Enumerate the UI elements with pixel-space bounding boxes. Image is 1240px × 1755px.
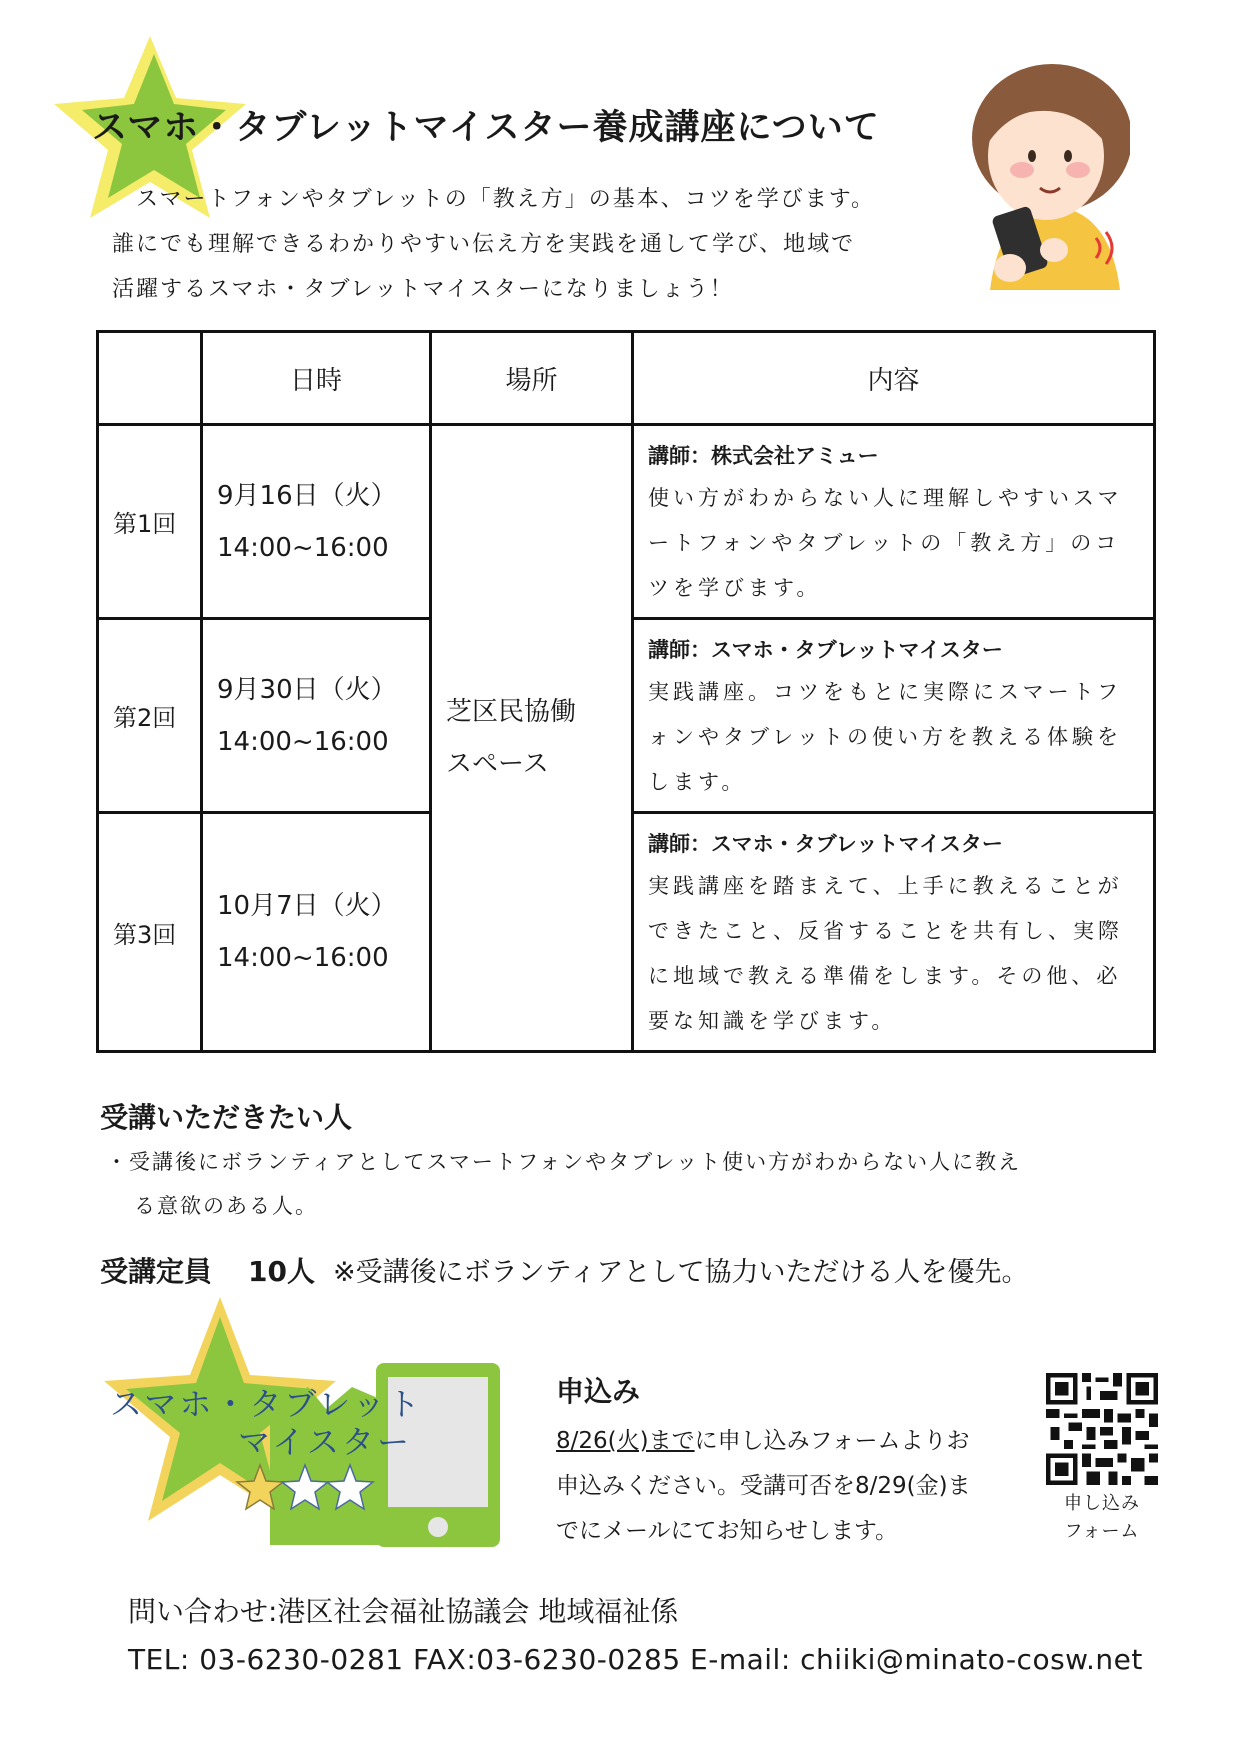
- logo-text-line-2: マイスター: [238, 1423, 413, 1461]
- header-cell-place: 場所: [431, 332, 633, 425]
- intro-line-1: スマートフォンやタブレットの「教え方」の基本、コツを学びます。: [112, 187, 875, 212]
- table-header-row: [98, 332, 1155, 425]
- round-cell: 第2回: [98, 619, 202, 813]
- apply-text-line-3: でにメールにてお知らせします。: [556, 1518, 899, 1544]
- contact-line-1: 問い合わせ:港区社会福祉協議会 地域福祉係: [128, 1595, 679, 1628]
- date-text: 9月16日（火）: [217, 480, 397, 511]
- date-text: 9月30日（火）: [217, 674, 397, 705]
- apply-deadline: 8/26(火)まで: [556, 1428, 695, 1454]
- datetime-cell: [202, 813, 431, 1052]
- round-cell: 第3回: [98, 813, 202, 1052]
- apply-text-line-1: [556, 1422, 969, 1455]
- apply-heading: 申込み: [556, 1375, 641, 1408]
- capacity-label: 受講定員: [100, 1255, 213, 1288]
- capacity-note: ※受講後にボランティアとして協力いただける人を優先。: [332, 1257, 1029, 1288]
- date-text: 10月7日（火）: [217, 891, 397, 921]
- place-line-1: 芝区民協働: [446, 697, 577, 727]
- time-text: 14:00~16:00: [217, 726, 389, 757]
- place-cell: [431, 425, 633, 1052]
- qr-caption: [1046, 1490, 1158, 1546]
- qr-caption-line-1: 申し込み: [1064, 1493, 1140, 1514]
- page-title: スマホ・タブレットマイスター養成講座について: [92, 108, 880, 148]
- content-cell: [633, 813, 1155, 1052]
- target-heading: 受講いただきたい人: [100, 1101, 353, 1134]
- woman-with-phone-illustration: [960, 60, 1130, 300]
- intro-line-2: 誰にでも理解できるわかりやすい伝え方を実践を通して学び、地域で: [112, 232, 856, 257]
- apply-text-line-2: 申込みください。受講可否を8/29(金)ま: [556, 1473, 971, 1499]
- content-cell: [633, 619, 1155, 813]
- datetime-cell: [202, 619, 431, 813]
- capacity-number: 10人: [248, 1255, 315, 1288]
- teacher-label: 講師：スマホ・タブレットマイスター: [648, 832, 1003, 856]
- target-text-line-1: ・受講後にボランティアとしてスマートフォンやタブレット使い方がわからない人に教え: [106, 1150, 1022, 1174]
- schedule-table: [96, 330, 1156, 1053]
- datetime-cell: [202, 425, 431, 619]
- apply-text-rest: に申し込みフォームよりお: [694, 1428, 970, 1454]
- content-cell: [633, 425, 1155, 619]
- intro-line-3: 活躍するスマホ・タブレットマイスターになりましょう！: [112, 277, 734, 302]
- teacher-label: 講師：株式会社アミュー: [648, 444, 879, 468]
- table-row: [98, 425, 1155, 619]
- qr-caption-line-2: フォーム: [1064, 1521, 1140, 1542]
- capacity-line: [100, 1250, 1028, 1290]
- place-line-2: スペース: [446, 749, 549, 779]
- content-description: 実践講座。コツをもとに実際にスマートフォンやタブレットの使い方を教える体験をします。: [648, 680, 1122, 794]
- smartphone-meister-logo: [80, 1295, 520, 1555]
- header-cell-round: [98, 332, 202, 425]
- content-description: 実践講座を踏まえて、上手に教えることができたこと、反省することを共有し、実際に地域で教える準備をします。その他、必要な知識を学びます。: [648, 874, 1123, 1033]
- qr-code-icon[interactable]: [1046, 1373, 1158, 1485]
- content-description: 使い方がわからない人に理解しやすいスマートフォンやタブレットの「教え方」のコツを学びます。: [648, 486, 1123, 600]
- round-cell: 第1回: [98, 425, 202, 619]
- logo-text-line-1: スマホ・タブレット: [110, 1385, 423, 1423]
- time-text: 14:00~16:00: [217, 943, 389, 973]
- time-text: 14:00~16:00: [217, 532, 389, 563]
- header-cell-datetime: 日時: [202, 332, 431, 425]
- contact-line-2: TEL: 03-6230-0281 FAX:03-6230-0285 E-mail: chiiki@minato-cosw.net: [128, 1643, 1143, 1676]
- header-cell-content: 内容: [633, 332, 1155, 425]
- teacher-label: 講師：スマホ・タブレットマイスター: [648, 638, 1003, 662]
- target-text-line-2: る意欲のある人。: [134, 1194, 318, 1218]
